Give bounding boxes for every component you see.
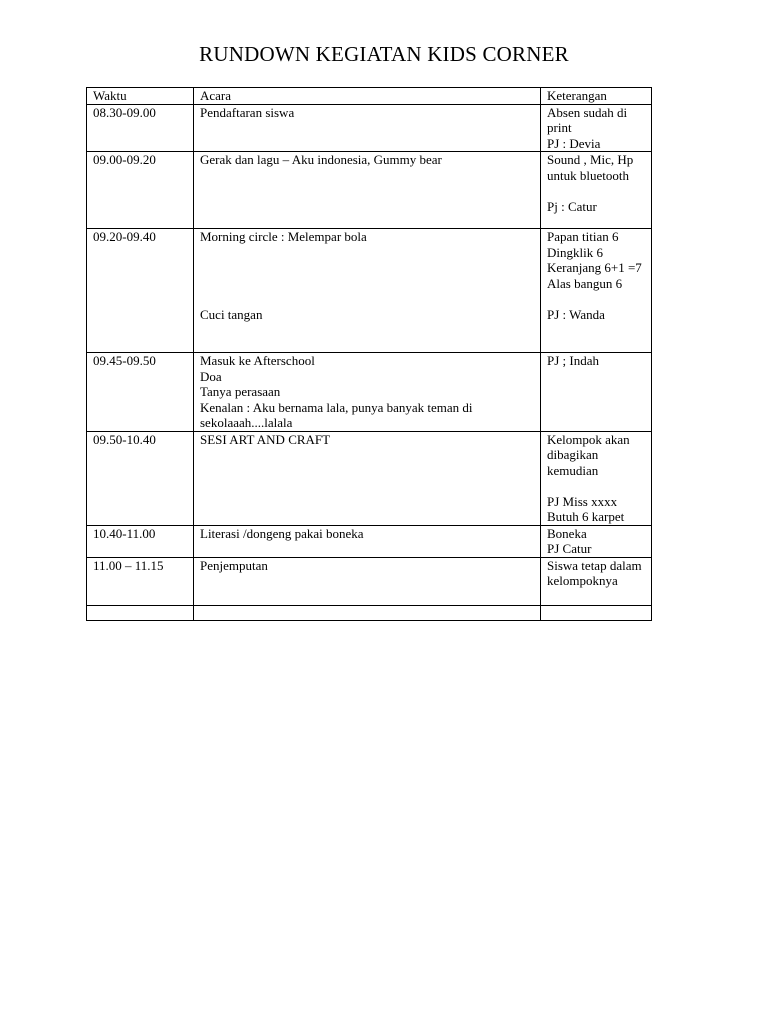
table-row <box>87 229 652 353</box>
table-row-empty <box>87 605 652 620</box>
cell-keterangan: PJ ; Indah <box>541 353 652 432</box>
cell-waktu: 08.30-09.00 <box>87 104 194 152</box>
cell-keterangan <box>541 605 652 620</box>
header-acara: Acara <box>194 88 541 105</box>
cell-acara: Penjemputan <box>194 557 541 605</box>
cell-acara: Pendaftaran siswa <box>194 104 541 152</box>
page-title: RUNDOWN KEGIATAN KIDS CORNER <box>199 42 569 66</box>
rundown-table <box>86 87 652 621</box>
cell-waktu: 09.20-09.40 <box>87 229 194 353</box>
cell-keterangan: Siswa tetap dalam kelompoknya <box>541 557 652 605</box>
cell-acara: Masuk ke Afterschool Doa Tanya perasaan Kenalan : Aku bernama lala, punya banyak teman di sekolaaah....lalala <box>194 353 541 432</box>
cell-acara: Morning circle : Melempar bola Cuci tangan <box>194 229 541 353</box>
cell-waktu: 09.50-10.40 <box>87 431 194 525</box>
table-header-row <box>87 88 652 105</box>
cell-keterangan: Papan titian 6 Dingklik 6 Keranjang 6+1 =7 Alas bangun 6 PJ : Wanda <box>541 229 652 353</box>
table-row <box>87 353 652 432</box>
table-row <box>87 431 652 525</box>
cell-keterangan: Absen sudah di print PJ : Devia <box>541 104 652 152</box>
cell-keterangan: Sound , Mic, Hp untuk bluetooth Pj : Catur <box>541 152 652 229</box>
table-row <box>87 104 652 152</box>
cell-waktu: 09.00-09.20 <box>87 152 194 229</box>
cell-waktu <box>87 605 194 620</box>
cell-acara: SESI ART AND CRAFT <box>194 431 541 525</box>
cell-waktu: 10.40-11.00 <box>87 525 194 557</box>
cell-keterangan: Kelompok akan dibagikan kemudian PJ Miss xxxx Butuh 6 karpet <box>541 431 652 525</box>
cell-waktu: 11.00 – 11.15 <box>87 557 194 605</box>
cell-acara: Literasi /dongeng pakai boneka <box>194 525 541 557</box>
table-row <box>87 152 652 229</box>
header-keterangan: Keterangan <box>541 88 652 105</box>
cell-acara: Gerak dan lagu – Aku indonesia, Gummy bear <box>194 152 541 229</box>
cell-keterangan: Boneka PJ Catur <box>541 525 652 557</box>
cell-acara <box>194 605 541 620</box>
header-waktu: Waktu <box>87 88 194 105</box>
table-row <box>87 525 652 557</box>
cell-waktu: 09.45-09.50 <box>87 353 194 432</box>
table-row <box>87 557 652 605</box>
